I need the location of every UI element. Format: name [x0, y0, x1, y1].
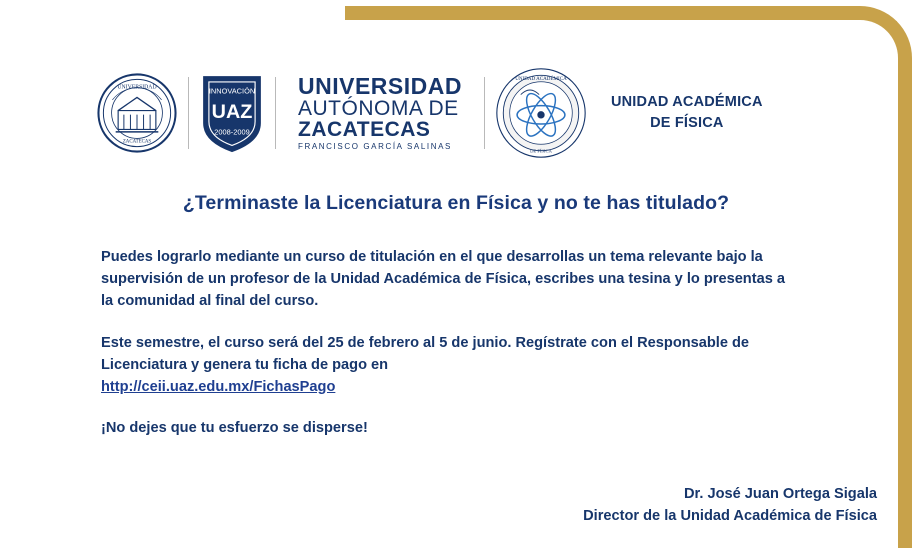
header-logo-strip: [96, 63, 808, 163]
wordmark-line-3: ZACATECAS: [298, 118, 431, 141]
unit-name-block: [611, 92, 763, 134]
uaz-university-seal-icon: [96, 72, 178, 154]
paragraph-2: [101, 332, 791, 399]
unidad-academica-fisica-seal-icon: [495, 67, 587, 159]
svg-text:ZACATECAS: ZACATECAS: [122, 139, 152, 145]
unit-name-line-1: UNIDAD ACADÉMICA: [610, 93, 763, 110]
uaz-wordmark: [298, 75, 462, 151]
paragraph-1: Puedes lograrlo mediante un curso de titulación en el que desarrollas un tema relevante bajo la supervisión de un profesor de la Unidad Académica de Física, escribes una tesina y lo presentas a la comunidad al final del curso.: [101, 249, 785, 310]
signature-name: Dr. José Juan Ortega Sigala: [683, 486, 877, 502]
poster-body: [101, 246, 791, 439]
uaz-seal-logo-slot: [96, 68, 178, 158]
unit-name-line-2: DE FÍSICA: [650, 115, 724, 131]
svg-text:UNIDAD ACADÉMICA: UNIDAD ACADÉMICA: [515, 75, 567, 82]
header-divider-3: [484, 77, 485, 149]
signature-block: [0, 484, 877, 528]
wordmark-line-1: UNIVERSIDAD: [298, 73, 462, 99]
svg-text:2008-2009: 2008-2009: [214, 127, 250, 137]
wordmark-line-4: FRANCISCO GARCÍA SALINAS: [298, 142, 452, 151]
paragraph-3: ¡No dejes que tu esfuerzo se disperse!: [101, 420, 368, 437]
wordmark-line-2: AUTÓNOMA DE: [298, 97, 459, 120]
paragraph-2-text: Este semestre, el curso será del 25 de febrero al 5 de junio. Regístrate con el Responsable de Licenciatura y genera tu ficha de pago en: [101, 334, 750, 373]
svg-text:INNOVACIÓN: INNOVACIÓN: [208, 86, 256, 96]
signature-title: Director de la Unidad Académica de Física: [583, 507, 877, 524]
fichas-pago-link[interactable]: http://ceii.uaz.edu.mx/FichasPago: [101, 378, 336, 395]
poster-headline: ¿Terminaste la Licenciatura en Física y no te has titulado?: [182, 192, 730, 214]
header-divider-2: [275, 77, 276, 149]
fisica-seal-slot: [495, 68, 587, 158]
header-divider-1: [188, 77, 189, 149]
svg-text:UNIVERSIDAD: UNIVERSIDAD: [117, 84, 157, 91]
svg-text:DE FÍSICA: DE FÍSICA: [530, 148, 552, 154]
svg-text:UAZ: UAZ: [211, 100, 253, 123]
innovacion-badge-slot: [199, 68, 265, 158]
innovacion-uaz-shield-icon: [199, 72, 265, 155]
